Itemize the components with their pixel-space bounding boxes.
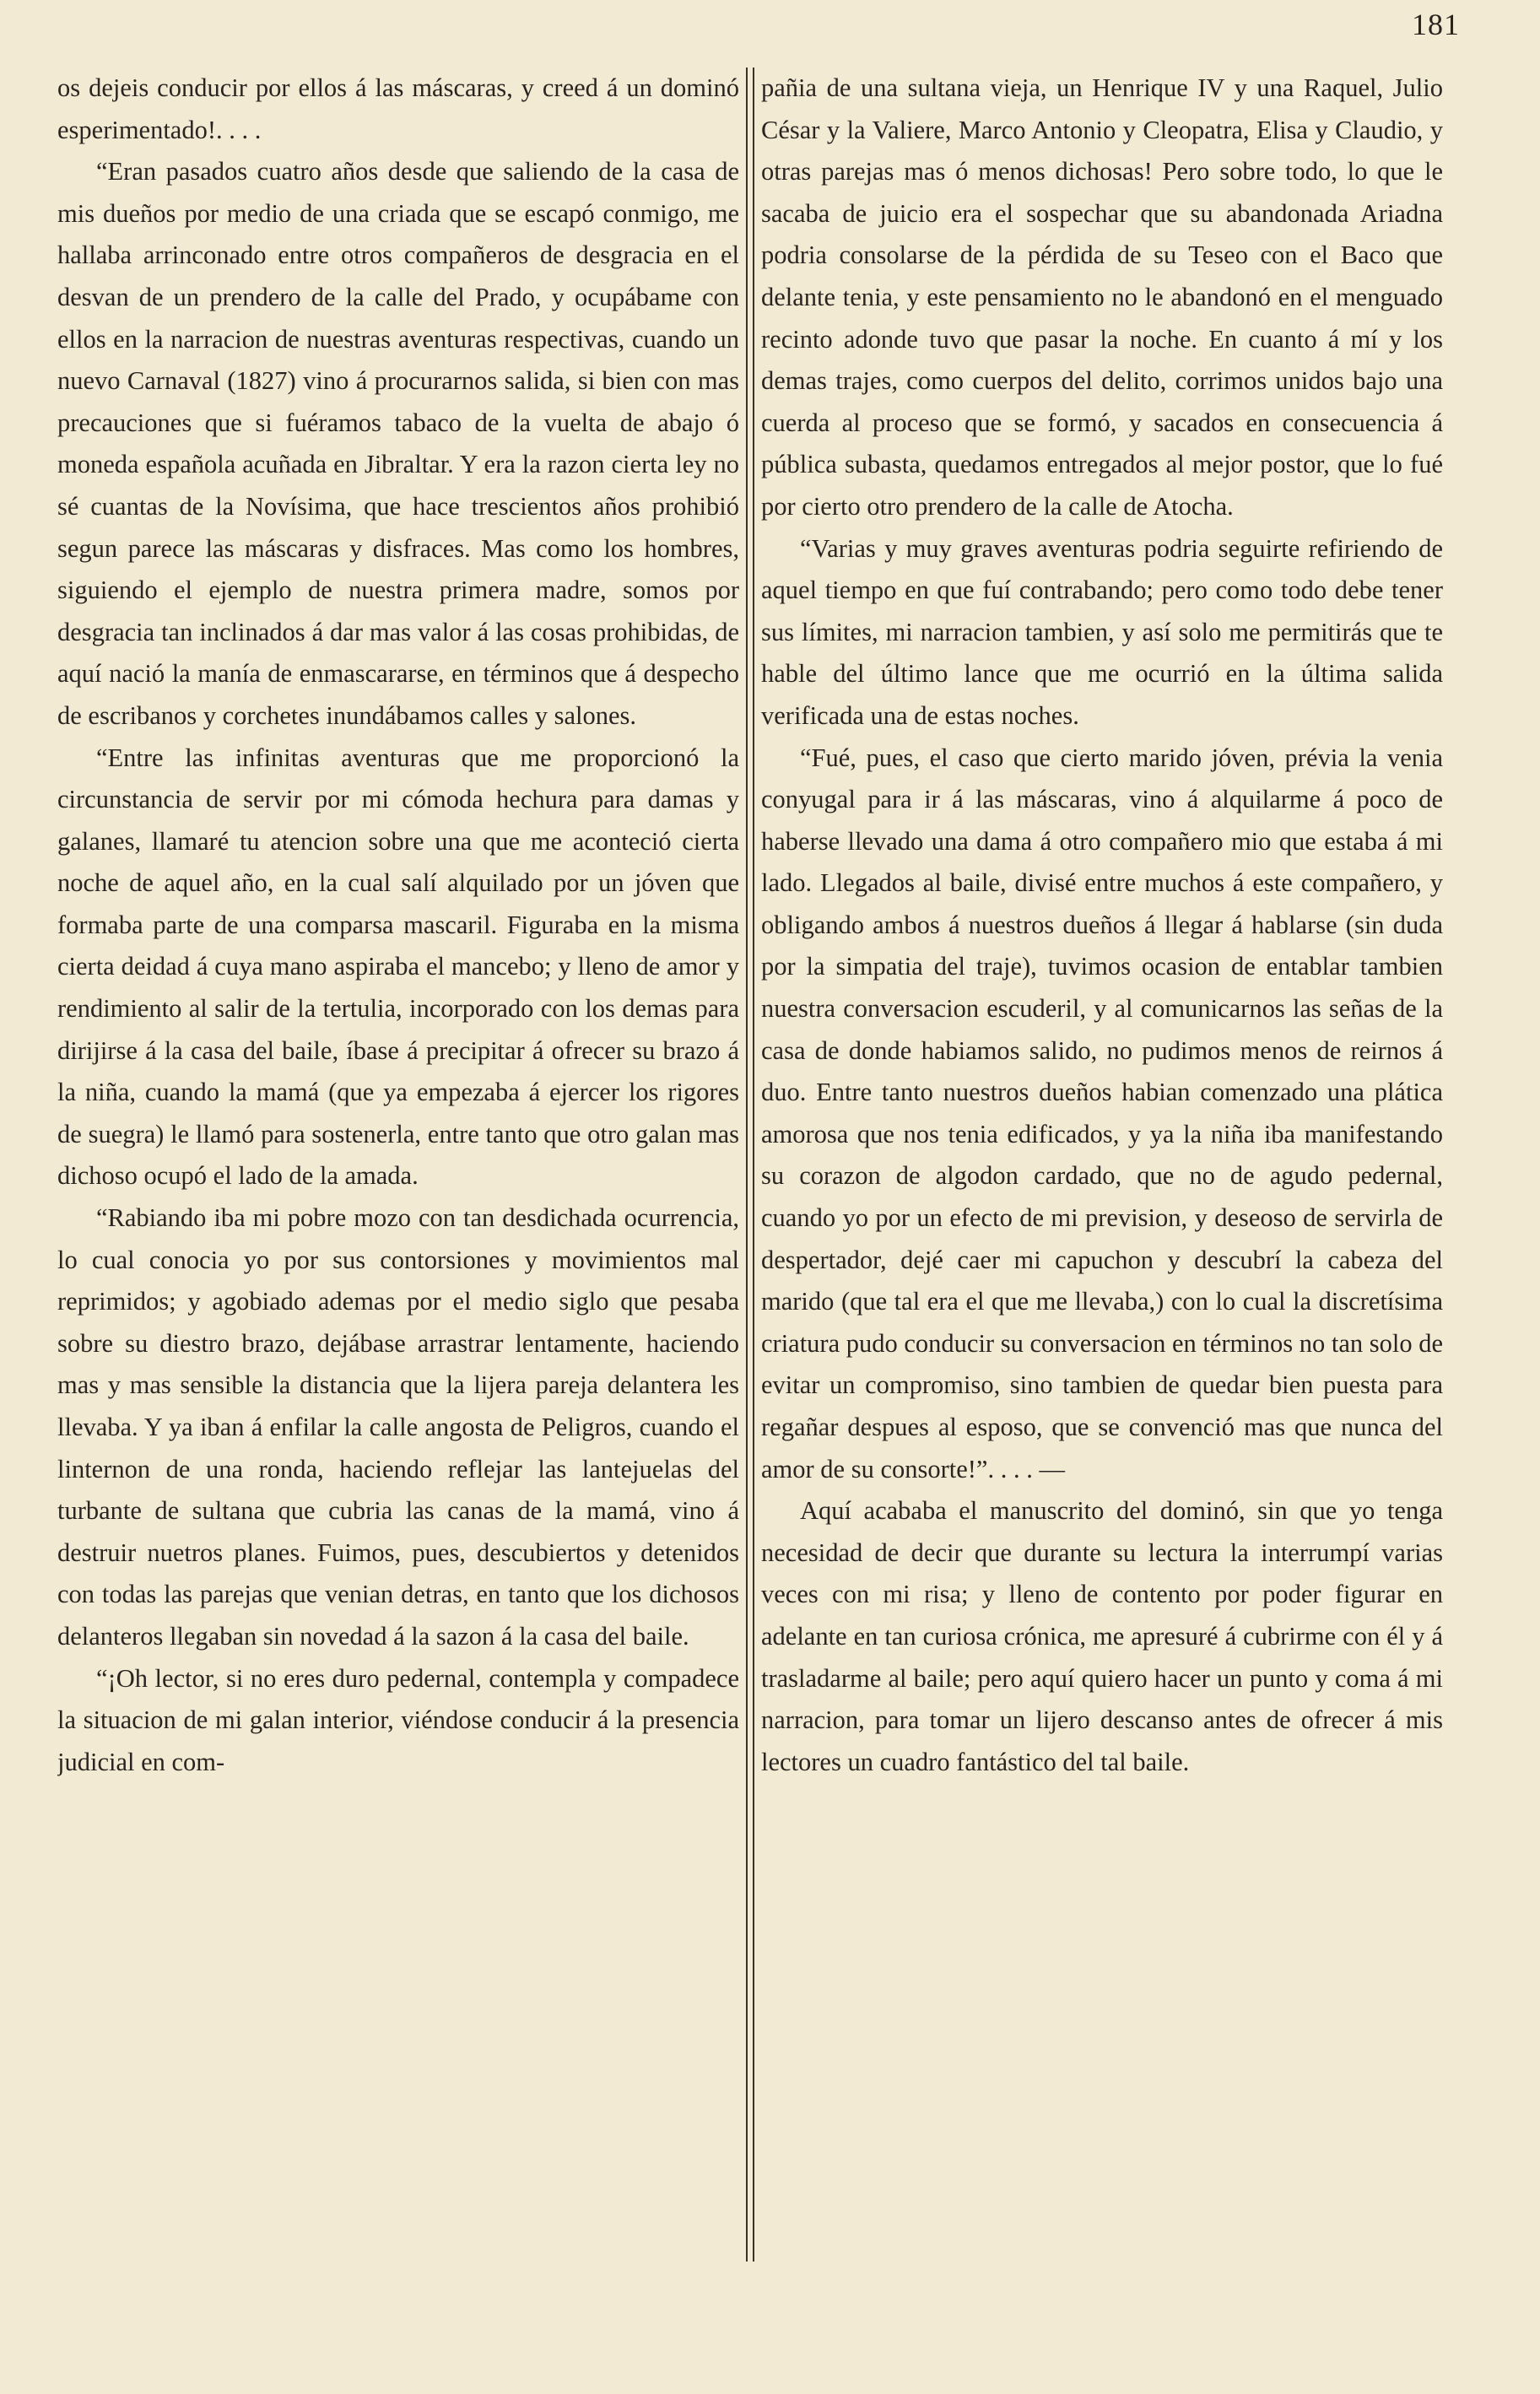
right-paragraph-1: pañia de una sultana vieja, un Henrique IV y una Raquel, Julio César y la Valiere, Marco Antonio y Cleopatra, Elisa y Claudio, y otras parejas mas ó menos dichosas! Pero sobre todo, lo que le sacaba de juicio era el sospechar que su abandonada Ariadna podria consolarse de la pérdida de su Teseo con el Baco que delante tenia, y este pensamiento no le abandonó en el menguado recinto adonde tuvo que pasar la noche. En cuanto á mí y los demas trajes, como cuerpos del delito, corrimos unidos bajo una cuerda al proceso que se formó, y sacados en consecuencia á pública subasta, quedamos entregados al mejor postor, que lo fué por cierto otro prendero de la calle de Atocha. [761,73,1443,521]
left-column [57,68,739,2270]
left-paragraph-2: “Eran pasados cuatro años desde que saliendo de la casa de mis dueños por medio de una criada que se escapó conmigo, me hallaba arrinconado entre otros compañeros de desgracia en el desvan de un prendero de la calle del Prado, y ocupábame con ellos en la narracion de nuestras aventuras respectivas, cuando un nuevo Carnaval (1827) vino á procurarnos salida, si bien con mas precauciones que si fuéramos tabaco de la vuelta de abajo ó moneda española acuñada en Jibraltar. Y era la razon cierta ley no sé cuantas de la Novísima, que hace trescientos años prohibió segun parece las máscaras y disfraces. Mas como los hombres, siguiendo el ejemplo de nuestra primera madre, somos por desgracia tan inclinados á dar mas valor á las cosas prohibidas, de aquí nació la manía de enmascararse, en términos que á despecho de escribanos y corchetes inundábamos calles y salones. [57,157,739,730]
page-number: 181 [1412,8,1460,41]
left-paragraph-5: “¡Oh lector, si no eres duro pedernal, contempla y compadece la situacion de mi galan interior, viéndose conducir á la presencia judicial en com- [57,1663,739,1776]
right-paragraph-4: Aquí acababa el manuscrito del dominó, sin que yo tenga necesidad de decir que durante su lectura la interrumpí varias veces con mi risa; y lleno de contento por poder figurar en adelante en tan curiosa crónica, me apresuré á cubrirme con él y á trasladarme al baile; pero aquí quiero hacer un punto y coma á mi narracion, para tomar un lijero descanso antes de ofrecer á mis lectores un cuadro fantástico del tal baile. [761,1496,1443,1776]
left-paragraph-3: “Entre las infinitas aventuras que me proporcionó la circunstancia de servir por mi cómoda hechura para damas y galanes, llamaré tu atencion sobre una que me aconteció cierta noche de aquel año, en la cual salí alquilado por un jóven que formaba parte de una comparsa mascaril. Figuraba en la misma cierta deidad á cuya mano aspiraba el mancebo; y lleno de amor y rendimiento al salir de la tertulia, incorporado con los demas para dirijirse á la casa del baile, íbase á precipitar á ofrecer su brazo á la niña, cuando la mamá (que ya empezaba á ejercer los rigores de suegra) le llamó para sostenerla, entre tanto que otro galan mas dichoso ocupó el lado de la amada. [57,743,739,1191]
column-divider [746,68,754,2262]
right-column [761,68,1443,2270]
right-paragraph-3: “Fué, pues, el caso que cierto marido jóven, prévia la venia conyugal para ir á las máscaras, vino á alquilarme á poco de haberse llevado una dama á otro compañero mio que estaba á mi lado. Llegados al baile, divisé entre muchos á este compañero, y obligando ambos á nuestros dueños á llegar á hablarse (sin duda por la simpatia del traje), tuvimos ocasion de entablar tambien nuestra conversacion escuderil, y al comunicarnos las señas de la casa de donde habiamos salido, no pudimos menos de reirnos á duo. Entre tanto nuestros dueños habian comenzado una plática amorosa que nos tenia edificados, y ya la niña iba manifestando su corazon de algodon cardado, que no de agudo pedernal, cuando yo por un efecto de mi prevision, y deseoso de servirla de despertador, dejé caer mi capuchon y descubrí la cabeza del marido (que tal era el que me llevaba,) con lo cual la discretísima criatura pudo conducir su conversacion en términos no tan solo de evitar un compromiso, sino tambien de quedar bien puesta para regañar despues al esposo, que se convenció mas que nunca del amor de su consorte!”. . . . — [761,743,1443,1483]
left-paragraph-4: “Rabiando iba mi pobre mozo con tan desdichada ocurrencia, lo cual conocia yo por sus contorsiones y movimientos mal reprimidos; y agobiado ademas por el medio siglo que pesaba sobre su diestro brazo, dejábase arrastrar lentamente, haciendo mas y mas sensible la distancia que la lijera pareja delantera les llevaba. Y ya iban á enfilar la calle angosta de Peligros, cuando el linternon de una ronda, haciendo reflejar las lantejuelas del turbante de sultana que cubria las canas de la mamá, vino á destruir nuetros planes. Fuimos, pues, descubiertos y detenidos con todas las parejas que venian detras, en tanto que los dichosos delanteros llegaban sin novedad á la sazon á la casa del baile. [57,1203,739,1651]
left-paragraph-1: os dejeis conducir por ellos á las máscaras, y creed á un dominó esperimentado!. . . . [57,73,739,144]
right-paragraph-2: “Varias y muy graves aventuras podria seguirte refiriendo de aquel tiempo en que fuí contrabando; pero como todo debe tener sus límites, mi narracion tambien, y así solo me permitirás que te hable del último lance que me ocurrió en la última salida verificada una de estas noches. [761,533,1443,730]
